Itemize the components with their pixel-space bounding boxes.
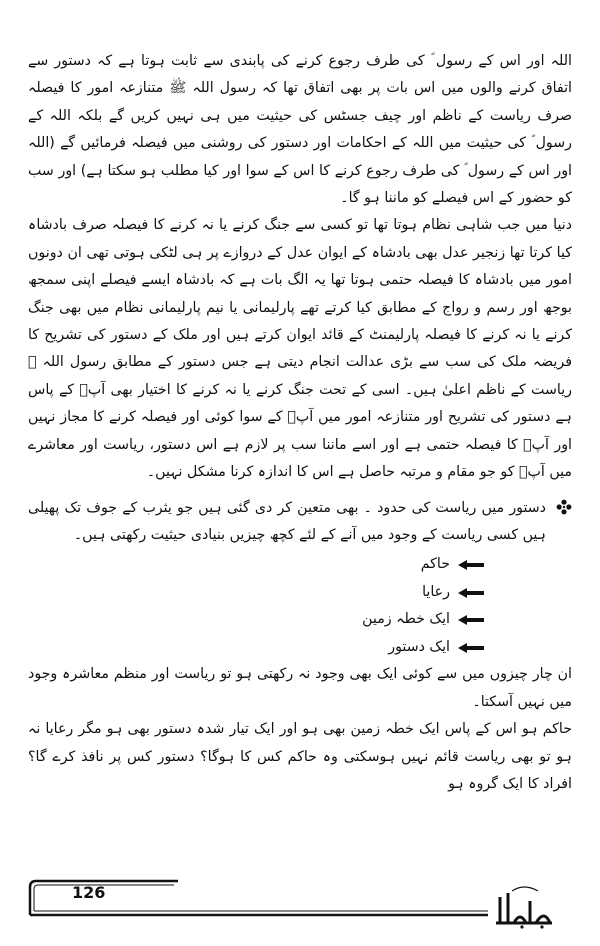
paragraph-after-list: ان چار چیزوں میں سے کوئی ایک بھی وجود نہ رکھتی ہو تو ریاست اور منظم معاشرہ وجود میں نہیں آسکتا۔ — [28, 666, 572, 710]
list-item-text: ایک خطہ زمین — [362, 611, 450, 628]
left-arrow-icon — [458, 643, 484, 653]
paragraph-last: حاکم ہو اس کے پاس ایک خطہ زمین بھی ہو اور ایک تیار شدہ دستور بھی ہو مگر رعایا نہ ہو تو بھی ریاست قائم نہیں ہوسکتی وہ حاکم کس کا ہوگا؟ دستور کس پر نافذ کرے گا؟ افراد کا ایک گروہ ہو — [28, 721, 572, 792]
left-arrow-icon — [458, 560, 484, 570]
alameen-logo — [492, 883, 556, 929]
list-item — [28, 634, 572, 662]
list-item — [28, 579, 572, 607]
paragraph-2: دنیا میں جب شاہی نظام ہوتا تھا تو کسی سے جنگ کرنے یا نہ کرنے کا فیصلہ صرف بادشاہ کیا کرتا تھا زنجیر عدل بھی بادشاہ کے ایوان عدل کے دروازے پر ہی لٹکی ہوتی تھی ان دونوں امور میں بادشاہ کا فیصلہ حتمی ہوتا تھا یہ الگ بات ہے کہ بادشاہ ایسے فیصلے اپنی سمجھ بوجھ اور رسم و رواج کے مطابق کیا کرتے تھے پارلیمانی یا نیم پارلیمانی نظام میں بھی جنگ کرنے یا نہ کرنے کا فیصلہ پارلیمنٹ کے قائد ایوان کرتے ہیں اور ملک کے دستور کی تشریح کا فریضہ ملک کی سب سے بڑی عدالت انجام دیتی ہے جس دستور کے مطابق رسول اللہ ﷺ ریاست کے ناظم اعلیٰ ہیں۔ اسی کے تحت جنگ کرنے یا نہ کرنے کا اختیار بھی آپؐ کے پاس ہے دستور کی تشریح اور متنازعہ امور میں آپؐ کے سوا کوئی اور فیصلہ کرنے کا مجاز نہیں اور آپؐ کا فیصلہ حتمی ہے اور اسے ماننا سب پر لازم ہے اس دستور، ریاست اور معاشرے میں آپؐ کو جو مقام و مرتبہ حاصل ہے اس کا اندازہ کرنا مشکل نہیں۔ — [28, 217, 572, 481]
bullet-text: دستور میں ریاست کی حدود ۔ بھی متعین کر دی گئی ہیں جو یثرب کے جوف تک پھیلی ہیں کسی ریاست کے وجود میں آنے کے لئے کچھ چیزیں بنیادی حیثیت رکھتی ہیں۔ — [28, 499, 546, 543]
bullet-paragraph — [28, 495, 572, 550]
page-footer — [28, 879, 572, 917]
left-arrow-icon — [458, 588, 484, 598]
paragraph-1: اللہ اور اس کے رسول ؐ کی طرف رجوع کرنے کی پابندی سے ثابت ہوتا ہے کہ دستور سے اتفاق کرنے والوں میں اس بات پر بھی اتفاق تھا کہ رسول اللہ ﷺ متنازعہ امور کا فیصلہ صرف ریاست کے ناظم اور چیف جسٹس کی حیثیت میں ہی نہیں کریں گے بلکہ اللہ کے رسول ؐ کی حیثیت میں اللہ کے احکامات اور دستور کی روشنی میں فیصلہ فرمائیں گے (اللہ اور اس کے رسول ؐ کی طرف رجوع کرنے کا اس کے سوا اور کیا مطلب ہو سکتا ہے) اور سب کو حضور کے اس فیصلے کو ماننا ہو گا۔ — [28, 53, 572, 207]
footer-border — [28, 879, 572, 917]
left-arrow-icon — [458, 615, 484, 625]
page-number: 126 — [72, 883, 106, 902]
list-item — [28, 606, 572, 634]
list-item-text: حاکم — [420, 556, 450, 573]
list-item — [28, 551, 572, 579]
list-item-text: ایک دستور — [388, 638, 450, 655]
flower-bullet-icon — [556, 499, 572, 515]
list-item-text: رعایا — [422, 583, 450, 600]
body-text — [28, 48, 572, 798]
requirements-list — [28, 551, 572, 661]
